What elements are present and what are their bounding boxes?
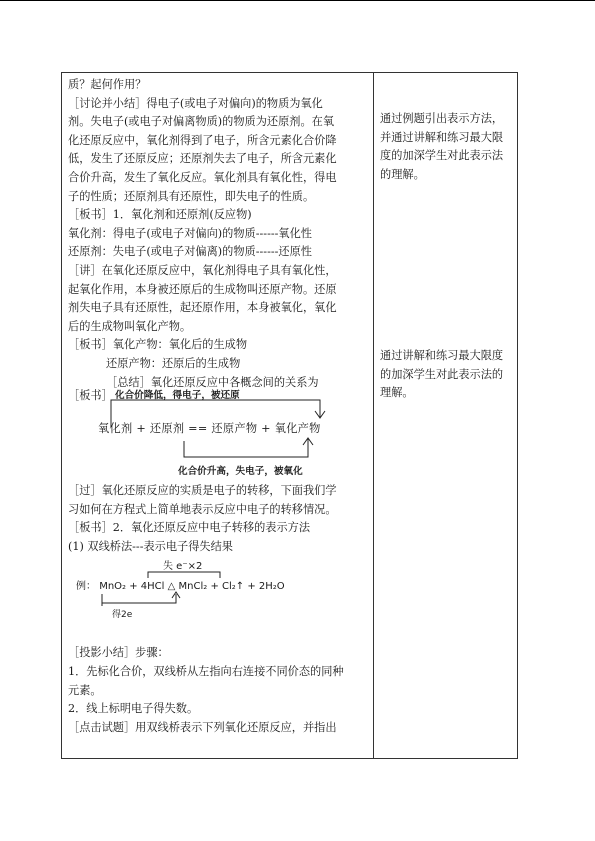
text-line: 习如何在方程式上简单地表示反应中电子的转移情况。 bbox=[68, 502, 337, 516]
reduction-label: 化合价降低，得电子，被还原 bbox=[115, 390, 240, 402]
example-double-bridge-equation bbox=[68, 556, 368, 634]
products-rest: + Cl₂↑ + 2H₂O bbox=[210, 581, 285, 593]
example-equation-line bbox=[76, 578, 285, 597]
design-intent-note-2 bbox=[380, 347, 512, 403]
text-line: 剂。失电子(或电子对偏离物质)的物质为还原剂。在氧 bbox=[68, 115, 335, 129]
heat-arrow: △ bbox=[167, 581, 176, 593]
text-line: 还原产物：还原后的生成物 bbox=[106, 356, 241, 370]
design-intent-note-1 bbox=[380, 110, 512, 184]
text-line: ［板书］1．氧化剂和还原剂(反应物) bbox=[68, 208, 252, 222]
text-line: 质？起何作用？ bbox=[68, 78, 147, 91]
lesson-table bbox=[61, 72, 518, 759]
text-line: ［板书］氧化产物：氧化后的生成物 bbox=[68, 338, 248, 352]
redox-relationship-diagram bbox=[68, 387, 368, 482]
example-prefix: 例： bbox=[76, 581, 96, 593]
text-line: 2．线上标明电子得失数。 bbox=[68, 702, 199, 716]
text-line: 低，发生了还原反应；还原剂失去了电子，所含元素化 bbox=[68, 152, 337, 166]
text-line: ［总结］氧化还原反应中各概念间的关系为 bbox=[106, 375, 319, 389]
electron-gain-label: 得2e bbox=[112, 610, 133, 621]
text-line: 还原剂：失电子(或电子对偏离)的物质------还原性 bbox=[68, 245, 312, 259]
text-line: ［过］氧化还原反应的实质是电子的转移，下面我们学 bbox=[68, 484, 337, 498]
text-line: ［讲］在氧化还原反应中，氧化剂得电子具有氧化性， bbox=[68, 263, 337, 277]
text-line: 起氧化作用，本身被还原后的生成物叫还原产物。还原 bbox=[68, 282, 337, 296]
note-line: 度的加深学生对此表示法 bbox=[380, 149, 504, 163]
board-label: ［板书］ bbox=[68, 389, 113, 403]
text-line: ［讨论并小结］得电子(或电子对偏向)的物质为氧化 bbox=[68, 96, 323, 110]
text-line: ［投影小结］步骤： bbox=[68, 646, 169, 660]
text-line: 子的性质；还原剂具有还原性，即失电子的性质。 bbox=[68, 189, 315, 203]
note-line: 通过讲解和练习最大限度 bbox=[380, 349, 504, 362]
text-line: ［点击试题］用双线桥表示下列氧化还原反应，并指出 bbox=[68, 720, 337, 734]
note-line: 理解。 bbox=[380, 386, 414, 400]
note-line: 通过例题引出表示方法， bbox=[380, 112, 504, 125]
text-line: 剂失电子具有还原性，起还原作用，本身被氧化，氧化 bbox=[68, 301, 337, 315]
column-divider bbox=[373, 73, 374, 758]
text-line: ［板书］2．氧化还原反应中电子转移的表示方法 bbox=[68, 521, 311, 535]
teaching-content-column bbox=[68, 76, 368, 737]
oxidation-label: 化合价升高，失电子，被氧化 bbox=[178, 466, 303, 478]
text-line: 后的生成物叫氧化产物。 bbox=[68, 319, 192, 333]
text-line: 合价升高，发生了氧化反应。氧化剂具有氧化性，得电 bbox=[68, 170, 337, 184]
reactant-hcl: + 4HCl bbox=[129, 581, 165, 593]
electron-loss-label: 失 e⁻×2 bbox=[163, 561, 203, 573]
note-line: 并通过讲解和练习最大限 bbox=[380, 130, 504, 144]
note-line: 的理解。 bbox=[380, 167, 425, 181]
text-line: 化还原反应中，氧化剂得到了电子，所含元素化合价降 bbox=[68, 133, 337, 147]
product-mncl2: MnCl₂ bbox=[178, 581, 208, 593]
top-rule bbox=[0, 0, 595, 1]
reactant-mno2: MnO₂ bbox=[99, 581, 127, 593]
text-line: 1．先标化合价，双线桥从左指向右连接不同价态的同种 bbox=[68, 665, 344, 679]
text-line: 氧化剂：得电子(或电子对偏向)的物质------氧化性 bbox=[68, 226, 312, 240]
text-line: 元素。 bbox=[68, 683, 102, 697]
relationship-equation: 氧化剂 + 还原剂 == 还原产物 + 氧化产物 bbox=[98, 422, 321, 436]
note-line: 的加深学生对此表示法的 bbox=[380, 367, 504, 381]
text-line: (1) 双线桥法---表示电子得失结果 bbox=[68, 539, 233, 553]
